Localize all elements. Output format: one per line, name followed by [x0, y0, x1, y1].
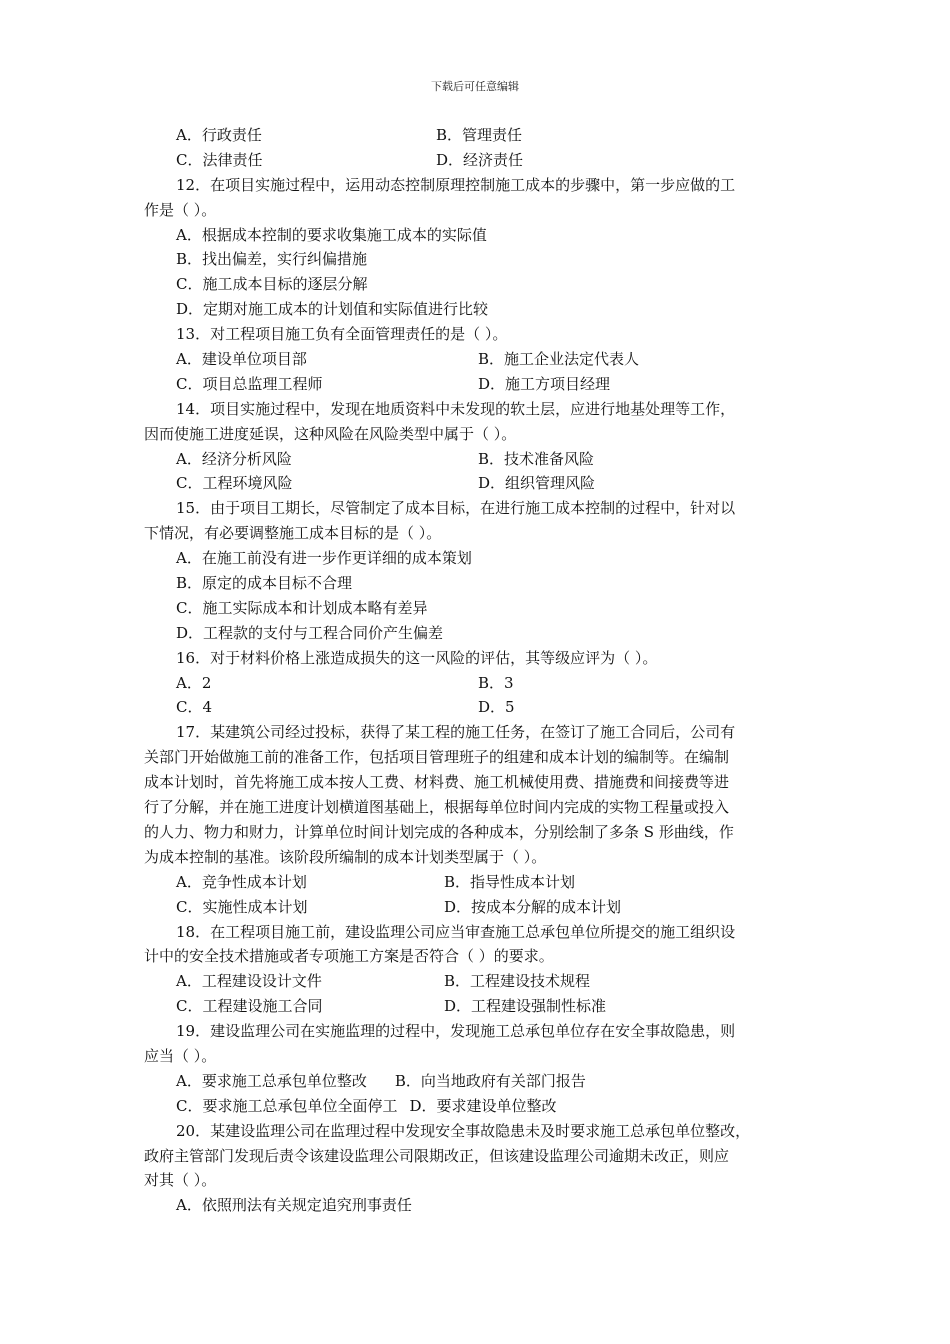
question-13-stem: 13．对工程项目施工负有全面管理责任的是（ ）。 [176, 325, 508, 344]
question-17-stem: 17．某建筑公司经过投标，获得了某工程的施工任务，在签订了施工合同后，公司有 [176, 723, 736, 742]
option-a: A．根据成本控制的要求收集施工成本的实际值 [176, 225, 487, 244]
question-19-stem: 19．建设监理公司在实施监理的过程中，发现施工总承包单位存在安全事故隐患，则 [176, 1022, 736, 1041]
option-b: B．指导性成本计划 [444, 872, 576, 891]
question-18-stem: 18．在工程项目施工前，建设监理公司应当审查施工总承包单位所提交的施工组织设 [176, 922, 736, 941]
option-a: A．经济分析风险 [176, 449, 292, 468]
option-b: B．找出偏差，实行纠偏措施 [176, 250, 368, 269]
question-20-stem-cont: 对其（ ）。 [144, 1171, 217, 1190]
option-d: D．定期对施工成本的计划值和实际值进行比较 [176, 300, 489, 319]
option-c: C．项目总监理工程师 [176, 374, 323, 393]
option-a: A．建设单位项目部 [176, 350, 307, 369]
option-b: B．3 [478, 673, 514, 692]
option-row [144, 994, 810, 1019]
question-20-stem-cont: 政府主管部门发现后责令该建设监理公司限期改正，但该建设监理公司逾期未改正，则应 [144, 1146, 730, 1165]
option-row [144, 870, 810, 895]
option-d: D．工程建设强制性标准 [444, 997, 607, 1016]
question-17-stem-cont: 关部门开始做施工前的准备工作，包括项目管理班子的组建和成本计划的编制等。在编制 [144, 748, 730, 767]
option-row [144, 671, 810, 696]
option-c: C．法律责任 [176, 150, 263, 169]
option-d: D．组织管理风险 [478, 474, 596, 493]
option-a: A．依照刑法有关规定追究刑事责任 [176, 1196, 412, 1215]
question-18-stem-cont: 计中的安全技术措施或者专项施工方案是否符合（ ）的要求。 [144, 947, 554, 966]
option-a: A．2 [176, 673, 212, 692]
option-c: C．施工实际成本和计划成本略有差异 [176, 598, 428, 617]
option-b: B．管理责任 [436, 126, 523, 144]
question-12-stem: 12．在项目实施过程中，运用动态控制原理控制施工成本的步骤中，第一步应做的工 [176, 175, 736, 194]
option-b: B．工程建设技术规程 [444, 972, 591, 991]
option-c: C．4 [176, 698, 213, 717]
option-d: D．按成本分解的成本计划 [444, 897, 622, 916]
option-d: D．经济责任 [436, 150, 524, 169]
option-c: C．工程建设施工合同 [176, 997, 323, 1016]
option-row [144, 1069, 810, 1094]
option-row [144, 148, 810, 173]
option-d: D．施工方项目经理 [478, 374, 611, 393]
option-b: B．技术准备风险 [478, 449, 595, 468]
option-d: D．要求建设单位整改 [409, 1096, 557, 1115]
option-d: D．5 [478, 698, 515, 717]
option-a: A．要求施工总承包单位整改 [176, 1071, 367, 1090]
question-14-stem-cont: 因而使施工进度延误，这种风险在风险类型中属于（ ）。 [144, 424, 517, 443]
option-a: A．竞争性成本计划 [176, 872, 307, 891]
question-19-stem-cont: 应当（ ）。 [144, 1046, 217, 1065]
option-row [144, 695, 810, 720]
page-header: 下载后可任意编辑 [431, 80, 519, 93]
question-17-stem-cont: 的人力、物力和财力，计算单位时间计划完成的各种成本，分别绘制了多条 S 形曲线，作 [144, 822, 734, 841]
question-15-stem: 15．由于项目工期长，尽管制定了成本目标，在进行施工成本控制的过程中，针对以 [176, 499, 736, 518]
option-row [144, 347, 810, 372]
option-row [144, 895, 810, 920]
question-16-stem: 16．对于材料价格上涨造成损失的这一风险的评估，其等级应评为（ ）。 [176, 648, 658, 667]
question-20-stem: 20．某建设监理公司在监理过程中发现安全事故隐患未及时要求施工总承包单位整改， [176, 1121, 751, 1140]
option-a: A．工程建设设计文件 [176, 972, 322, 991]
option-c: C．施工成本目标的逐层分解 [176, 275, 368, 294]
question-14-stem: 14．项目实施过程中，发现在地质资料中未发现的软土层，应进行地基处理等工作， [176, 399, 736, 418]
option-b: B．施工企业法定代表人 [478, 350, 640, 369]
option-a: A．在施工前没有进一步作更详细的成本策划 [176, 549, 472, 568]
option-d: D．工程款的支付与工程合同价产生偏差 [176, 623, 444, 642]
document-body [144, 123, 810, 1218]
question-17-stem-cont: 成本计划时，首先将施工成本按人工费、材料费、施工机械使用费、措施费和间接费等进 [144, 773, 730, 792]
option-a: A．行政责任 [176, 126, 262, 144]
option-row [144, 123, 810, 148]
option-row [144, 372, 810, 397]
option-row [144, 1094, 810, 1119]
option-c: C．要求施工总承包单位全面停工 [176, 1096, 398, 1115]
question-15-stem-cont: 下情况，有必要调整施工成本目标的是（ ）。 [144, 524, 442, 543]
option-c: C．工程环境风险 [176, 474, 293, 493]
option-row [144, 969, 810, 994]
option-row [144, 471, 810, 496]
question-17-stem-cont: 为成本控制的基准。该阶段所编制的成本计划类型属于（ ）。 [144, 847, 547, 866]
option-row [144, 447, 810, 472]
question-17-stem-cont: 行了分解，并在施工进度计划横道图基础上，根据每单位时间内完成的实物工程量或投入 [144, 798, 730, 817]
option-b: B．向当地政府有关部门报告 [394, 1071, 586, 1090]
question-12-stem-cont: 作是（ ）。 [144, 200, 217, 219]
option-c: C．实施性成本计划 [176, 897, 308, 916]
option-b: B．原定的成本目标不合理 [176, 574, 353, 593]
